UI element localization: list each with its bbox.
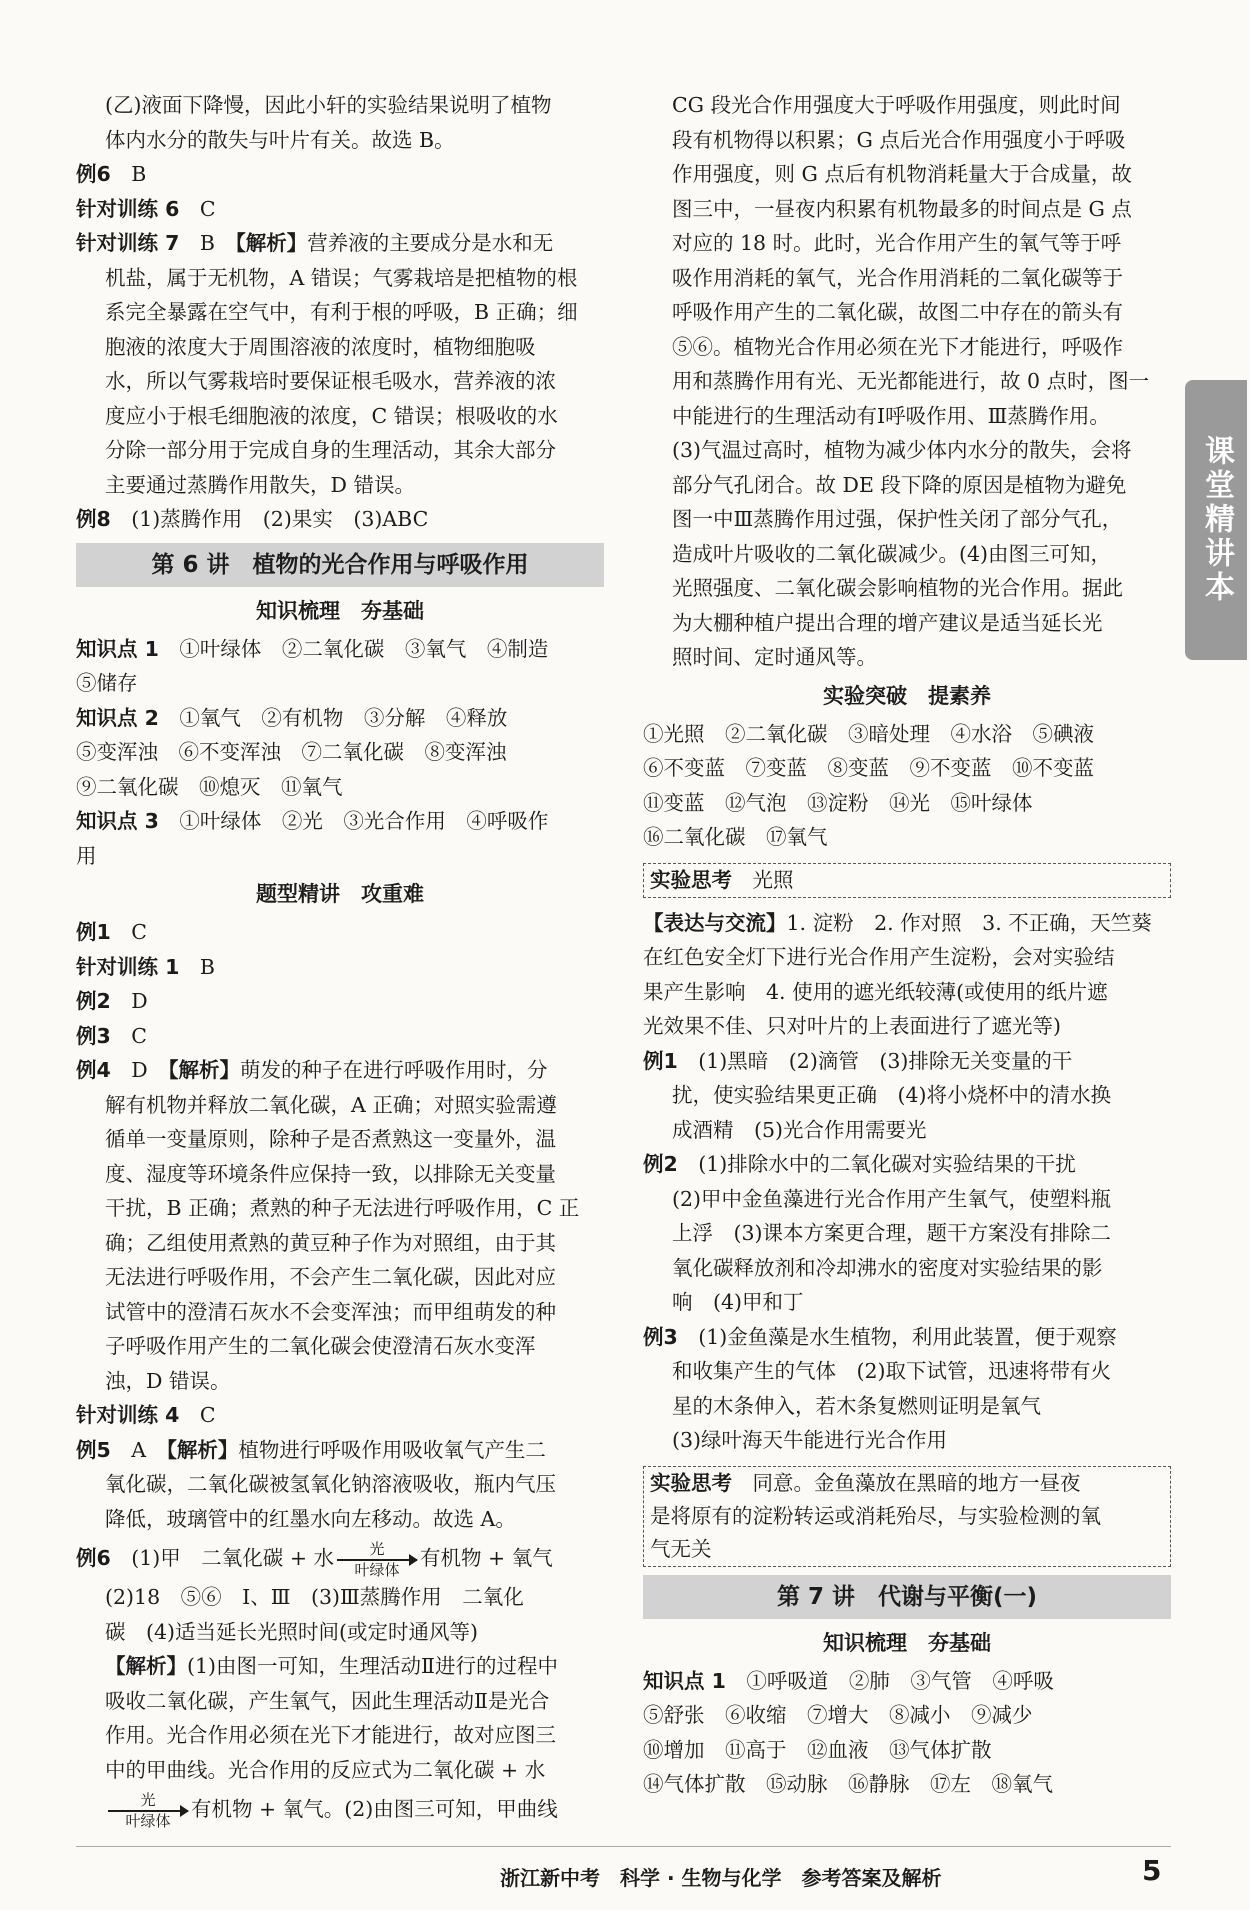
text-line: ⑤变浑浊 ⑥不变浑浊 ⑦二氧化碳 ⑧变浑浊 — [76, 740, 507, 764]
lecture-6-title: 第 6 讲 植物的光合作用与呼吸作用 — [76, 543, 604, 587]
knowledge-label: 知识点 1 — [643, 1668, 726, 1693]
text-line: 吸收二氧化碳，产生氧气，因此生理活动Ⅱ是光合 — [105, 1688, 550, 1713]
text-line: 度应小于根毛细胞液的浓度，C 错误；根吸收的水 — [105, 403, 558, 428]
text-line: ⑪变蓝 ⑫气泡 ⑬淀粉 ⑭光 ⑮叶绿体 — [643, 790, 1033, 815]
text-line: 图一中Ⅲ蒸腾作用过强，保护性关闭了部分气孔， — [672, 507, 1123, 531]
footer-title: 浙江新中考 科学 · 生物与化学 参考答案及解析 — [500, 1866, 942, 1890]
text-line: (1)甲 二氧化碳 + 水 — [131, 1546, 335, 1570]
training-label: 针对训练 1 — [76, 954, 180, 979]
example-label: 例4 — [76, 1058, 111, 1082]
text-line: 循单一变量原则，除种子是否煮熟这一变量外，温 — [105, 1127, 556, 1151]
text-line: 主要通过蒸腾作用散失，D 错误。 — [105, 472, 415, 497]
text-line: ⑥不变蓝 ⑦变蓝 ⑧变蓝 ⑨不变蓝 ⑩不变蓝 — [643, 756, 1094, 780]
text-line: CG 段光合作用强度大于呼吸作用强度，则此时间 — [672, 93, 1121, 117]
answer: C — [131, 1023, 147, 1048]
answer: C — [199, 1403, 216, 1427]
reaction-condition-bottom: 叶绿体 — [125, 1811, 171, 1830]
text-line: 响 (4)甲和丁 — [672, 1290, 804, 1314]
section-title: 知识梳理 夯基础 — [256, 598, 424, 623]
text-line: ⑩增加 ⑪高于 ⑫血液 ⑬气体扩散 — [643, 1737, 992, 1762]
text-line: 分除一部分用于完成自身的生理活动，其余大部分 — [105, 438, 556, 462]
text-line: 是将原有的淀粉转运或消耗殆尽，与实验检测的氧 — [650, 1503, 1101, 1528]
text-line: 碳 (4)适当延长光照时间(或定时通风等) — [105, 1619, 479, 1644]
analysis-tag: 【解析】 — [105, 1654, 187, 1678]
text-line: 有机物 + 氧气 — [420, 1546, 553, 1570]
reaction-condition-bottom: 叶绿体 — [354, 1560, 400, 1579]
right-column — [643, 88, 1171, 1802]
text-line: (2)18 ⑤⑥ Ⅰ、Ⅲ (3)Ⅲ蒸腾作用 二氧化 — [105, 1585, 524, 1609]
page-number: 5 — [1142, 1854, 1162, 1887]
text-line: 确；乙组使用煮熟的黄豆种子作为对照组，由于其 — [105, 1230, 556, 1255]
section-title: 题型精讲 攻重难 — [256, 882, 424, 906]
lecture-7-title: 第 7 讲 代谢与平衡(一) — [643, 1575, 1171, 1619]
example-label: 例8 — [76, 507, 111, 531]
text-line: (乙)液面下降慢，因此小轩的实验结果说明了植物 — [105, 93, 552, 117]
text-line: ①叶绿体 ②二氧化碳 ③氧气 ④制造 — [179, 636, 549, 661]
text-line: 度、湿度等环境条件应保持一致，以排除无关变量 — [105, 1161, 556, 1186]
example-label: 例2 — [76, 989, 111, 1013]
text-line: 有机物 + 氧气。(2)由图三可知，甲曲线 — [191, 1797, 558, 1821]
text-line: 部分气孔闭合。故 DE 段下降的原因是植物为避免 — [672, 472, 1127, 497]
text-line: 为大棚种植户提出合理的增产建议是适当延长光 — [672, 610, 1103, 635]
arrow-icon — [108, 1810, 188, 1812]
text-line: 机盐，属于无机物，A 错误；气雾栽培是把植物的根 — [105, 265, 578, 290]
knowledge-label: 知识点 1 — [76, 636, 159, 661]
text-line: 无法进行呼吸作用，不会产生二氧化碳，因此对应 — [105, 1265, 556, 1289]
reaction-condition-top: 光 — [140, 1790, 156, 1809]
text-line: ⑤储存 — [76, 671, 138, 695]
text-line: 光照强度、二氧化碳会影响植物的光合作用。据此 — [672, 576, 1123, 600]
text-line: 干扰，B 正确；煮熟的种子无法进行呼吸作用，C 正 — [105, 1196, 580, 1220]
text-line: 萌发的种子在进行呼吸作用时，分 — [239, 1058, 548, 1082]
answer: B — [199, 231, 215, 255]
text-line: ⑭气体扩散 ⑮动脉 ⑯静脉 ⑰左 ⑱氧气 — [643, 1772, 1053, 1796]
text-line: 系完全暴露在空气中，有利于根的呼吸，B 正确；细 — [105, 300, 578, 324]
section-title: 实验突破 提素养 — [823, 683, 991, 708]
text-line: 中能进行的生理活动有Ⅰ呼吸作用、Ⅲ蒸腾作用。 — [672, 403, 1110, 428]
text-line: ①氧气 ②有机物 ③分解 ④释放 — [179, 705, 508, 730]
example-label: 例1 — [76, 920, 111, 944]
knowledge-label: 知识点 2 — [76, 705, 159, 730]
left-column — [76, 88, 604, 1831]
analysis-tag: 【解析】 — [166, 1437, 239, 1462]
text-line: 浊，D 错误。 — [105, 1368, 231, 1393]
answer: C — [199, 196, 216, 221]
text-line: 作用。光合作用必须在光下才能进行，故对应图三 — [105, 1723, 556, 1747]
text-line: 和收集产生的气体 (2)取下试管，迅速将带有火 — [672, 1359, 1112, 1383]
reaction-arrow — [108, 1790, 188, 1830]
experiment-thinking-box — [643, 863, 1171, 898]
text-line: 星的木条伸入，若木条复燃则证明是氧气 — [672, 1393, 1041, 1418]
text-line: 植物进行呼吸作用吸收氧气产生二 — [238, 1437, 546, 1462]
training-label: 针对训练 7 — [76, 231, 180, 255]
analysis-tag: 【解析】 — [168, 1058, 240, 1082]
text-line: ①呼吸道 ②肺 ③气管 ④呼吸 — [746, 1668, 1054, 1693]
text-line: (1)由图一可知，生理活动Ⅱ进行的过程中 — [187, 1654, 558, 1678]
text-line: 对应的 18 时。此时，光合作用产生的氧气等于呼 — [672, 231, 1122, 255]
arrow-icon — [337, 1559, 417, 1561]
text-line: 氧化碳释放剂和冷却沸水的密度对实验结果的影 — [672, 1255, 1103, 1280]
text-line: 体内水分的散失与叶片有关。故选 B。 — [105, 127, 455, 152]
experiment-thinking-box — [643, 1466, 1171, 1567]
text-line: ①光照 ②二氧化碳 ③暗处理 ④水浴 ⑤碘液 — [643, 721, 1094, 746]
answer: B — [131, 162, 147, 186]
text-line: 上浮 (3)课本方案更合理，题干方案没有排除二 — [672, 1221, 1112, 1245]
answer: D — [131, 1058, 148, 1082]
text-line: (3)绿叶海天牛能进行光合作用 — [672, 1428, 948, 1452]
answer: D — [131, 989, 148, 1013]
text-line: 呼吸作用产生的二氧化碳，故图二中存在的箭头有 — [672, 300, 1123, 324]
text-line: ⑯二氧化碳 ⑰氧气 — [643, 825, 828, 849]
text-line: 同意。金鱼藻放在黑暗的地方一昼夜 — [752, 1470, 1081, 1495]
text-line: 1. 淀粉 2. 作对照 3. 不正确，天竺葵 — [786, 910, 1152, 935]
text-line: 用 — [76, 843, 97, 868]
text-line: 降低，玻璃管中的红墨水向左移动。故选 A。 — [105, 1506, 516, 1531]
text-line: ①叶绿体 ②光 ③光合作用 ④呼吸作 — [179, 809, 549, 833]
training-label: 针对训练 4 — [76, 1403, 180, 1427]
answer: C — [131, 920, 147, 944]
thinking-label: 实验思考 — [650, 867, 732, 892]
text-line: 图三中，一昼夜内积累有机物最多的时间点是 G 点 — [672, 196, 1132, 221]
expression-tag: 【表达与交流】 — [643, 910, 787, 935]
training-label: 针对训练 6 — [76, 196, 180, 221]
text-line: (1)排除水中的二氧化碳对实验结果的干扰 — [698, 1152, 1076, 1176]
text-line: ⑨二氧化碳 ⑩熄灭 ⑪氧气 — [76, 774, 343, 799]
side-tab-label: 课堂精讲本 — [1199, 435, 1234, 605]
example-label: 例6 — [76, 1546, 111, 1570]
text-line: 在红色安全灯下进行光合作用产生淀粉，会对实验结 — [643, 945, 1115, 969]
example-label: 例3 — [643, 1324, 678, 1349]
text-line: 解有机物并释放二氧化碳，A 正确；对照实验需遵 — [105, 1092, 557, 1117]
text-line: 胞液的浓度大于周围溶液的浓度时，植物细胞吸 — [105, 334, 536, 359]
knowledge-label: 知识点 3 — [76, 809, 159, 833]
footer-divider — [76, 1846, 1171, 1847]
analysis-tag: 【解析】 — [235, 231, 308, 255]
text-line: (1)黑暗 (2)滴管 (3)排除无关变量的干 — [698, 1048, 1073, 1073]
text-line: 吸作用消耗的氧气，光合作用消耗的二氧化碳等于 — [672, 265, 1123, 290]
example-label: 例5 — [76, 1437, 111, 1462]
text-line: (2)甲中金鱼藻进行光合作用产生氧气，使塑料瓶 — [672, 1186, 1112, 1211]
text-line: 光照 — [752, 867, 794, 892]
answer: A — [131, 1437, 147, 1462]
text-line: 造成叶片吸收的二氧化碳减少。(4)由图三可知， — [672, 541, 1112, 566]
text-line: (1)金鱼藻是水生植物，利用此装置，便于观察 — [698, 1324, 1117, 1349]
text-line: 水，所以气雾栽培时要保证根毛吸水，营养液的浓 — [105, 369, 556, 393]
example-label: 例1 — [643, 1048, 678, 1073]
text-line: 光效果不佳、只对叶片的上表面进行了遮光等) — [643, 1014, 1061, 1038]
text-line: (3)气温过高时，植物为减少体内水分的散失，会将 — [672, 438, 1132, 462]
reaction-condition-top: 光 — [369, 1539, 385, 1558]
example-label: 例2 — [643, 1152, 678, 1176]
text-line: 气无关 — [650, 1536, 712, 1561]
text-line: ⑤⑥。植物光合作用必须在光下才能进行，呼吸作 — [672, 334, 1123, 359]
text-line: 子呼吸作用产生的二氧化碳会使澄清石灰水变浑 — [105, 1334, 536, 1358]
text-line: 作用强度，则 G 点后有机物消耗量大于合成量，故 — [672, 162, 1132, 186]
example-label: 例3 — [76, 1023, 111, 1048]
text-line: 营养液的主要成分是水和无 — [307, 231, 554, 255]
example-label: 例6 — [76, 162, 111, 186]
side-tab — [1185, 380, 1247, 660]
thinking-label: 实验思考 — [650, 1470, 732, 1495]
answer: B — [199, 954, 215, 979]
text-line: ⑤舒张 ⑥收缩 ⑦增大 ⑧减小 ⑨减少 — [643, 1703, 1033, 1727]
text-line: 用和蒸腾作用有光、无光都能进行，故 0 点时，图一 — [672, 369, 1150, 393]
text-line: 果产生影响 4. 使用的遮光纸较薄(或使用的纸片遮 — [643, 979, 1108, 1004]
text-line: 成酒精 (5)光合作用需要光 — [672, 1117, 927, 1142]
text-line: 中的甲曲线。光合作用的反应式为二氧化碳 + 水 — [105, 1757, 546, 1782]
text-line: 段有机物得以积累；G 点后光合作用强度小于呼吸 — [672, 127, 1126, 152]
text-line: 氧化碳，二氧化碳被氢氧化钠溶液吸收，瓶内气压 — [105, 1472, 556, 1496]
text-line: 扰，使实验结果更正确 (4)将小烧杯中的清水换 — [672, 1083, 1112, 1107]
reaction-arrow — [337, 1539, 417, 1579]
text-line: 试管中的澄清石灰水不会变浑浊；而甲组萌发的种 — [105, 1299, 556, 1324]
text-line: 照时间、定时通风等。 — [672, 645, 877, 669]
answer: (1)蒸腾作用 (2)果实 (3)ABC — [131, 507, 429, 531]
section-title: 知识梳理 夯基础 — [823, 1630, 991, 1655]
